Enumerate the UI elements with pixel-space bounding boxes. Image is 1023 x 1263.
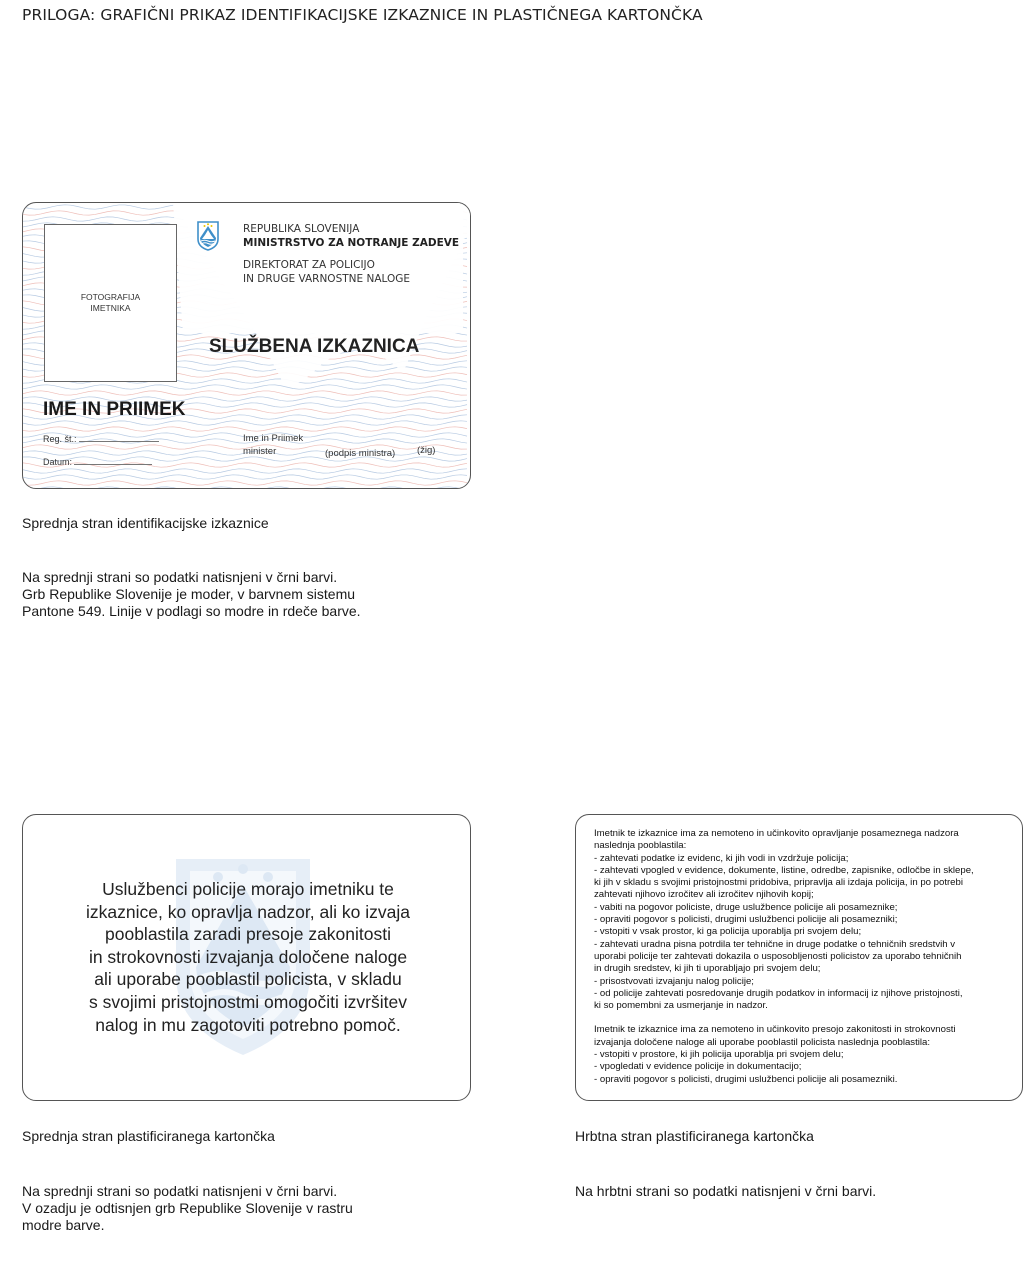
minister-name: Ime in Priimek: [243, 433, 304, 444]
back-list-item: in drugih sredstev, ki jih ti uporabljajo pri svojem delu;: [594, 963, 821, 975]
front-text-line: nalog in mu zagotoviti potrebno pomoč.: [95, 1014, 401, 1035]
back-intro-line: naslednja pooblastila:: [594, 840, 687, 852]
laminated-front-description: [22, 1183, 353, 1234]
guilloche-line: [23, 391, 467, 395]
stamp-label: (žig): [417, 445, 436, 456]
reg-number-label: Reg. št.:: [43, 434, 77, 444]
guilloche-line: [23, 475, 467, 479]
lam-front-desc-line-3: modre barve.: [22, 1217, 105, 1233]
back-list-item: ki so pomembni za usmerjanje in nadzor.: [594, 1000, 768, 1012]
laminated-card-back: [575, 814, 1023, 1101]
reg-number-field: [43, 434, 159, 444]
back-list-item: - od policije zahtevati posredovanje drugih podatkov in informacij iz njihove pristojnosti,: [594, 987, 963, 999]
org-line-1: REPUBLIKA SLOVENIJA: [243, 223, 360, 235]
id-card-front: [22, 202, 471, 489]
back-list-item: - vstopiti v prostore, ki jih policija uporablja pri svojem delu;: [594, 1049, 844, 1061]
guilloche-line: [23, 469, 467, 473]
id-front-description: [22, 569, 361, 620]
back-list-item: - prisostvovati izvajanju nalog policije;: [594, 975, 754, 987]
back-list-item: uporabi policije ter zahtevati dokazila o usposobljenosti policistov za uporabo tehničnih: [594, 950, 962, 962]
back-list-item: - zahtevati uradna pisna potrdila ter tehnične in druge podatke o tehničnih sredstvih v: [594, 938, 956, 950]
laminated-front-caption: Sprednja stran plastificiranega kartončka: [22, 1128, 275, 1144]
back-list-item: - zahtevati vpogled v evidence, dokumente, listine, odredbe, zapisnike, odločbe in sklepe,: [594, 864, 974, 876]
laminated-front-text: [53, 878, 443, 1036]
back-list-item: - opraviti pogovor s policisti, drugimi uslužbenci policije ali posamezniki;: [594, 914, 898, 926]
org-line-2: MINISTRSTVO ZA NOTRANJE ZADEVE: [243, 237, 460, 249]
guilloche-line: [23, 421, 467, 425]
front-text-line: in strokovnosti izvajanja določene naloge: [88, 946, 408, 967]
guilloche-line: [23, 385, 467, 389]
back-intro-line: Imetnik te izkaznice ima za nemoteno in učinkovito opravljanje posameznega nadzora: [594, 828, 959, 839]
guilloche-line: [23, 487, 467, 489]
back-intro-line: Imetnik te izkaznice ima za nemoteno in učinkovito presojo zakonitosti in strokovnosti: [594, 1024, 956, 1036]
front-text-line: pooblastila zaradi presoje zakonitosti: [105, 924, 391, 945]
coat-of-arms-icon: [197, 221, 219, 251]
front-text-line: s svojimi pristojnostmi omogočiti izvršitev: [89, 991, 407, 1012]
back-list-item: zahtevati njihovo izročitev ali izročitev njihovih kopij;: [594, 889, 814, 901]
back-list-item: - vstopiti v vsak prostor, ki ga policija uporablja pri svojem delu;: [594, 926, 862, 938]
org-line-3: DIREKTORAT ZA POLICIJO: [243, 259, 375, 271]
minister-block: [243, 432, 303, 458]
minister-role: minister: [243, 446, 277, 457]
lam-front-desc-line-1: Na sprednji strani so podatki natisnjeni v črni barvi.: [22, 1183, 338, 1199]
issuing-authority: [243, 222, 459, 286]
laminated-back-description: Na hrbtni strani so podatki natisnjeni v črni barvi.: [575, 1183, 877, 1199]
card-title: SLUŽBENA IZKAZNICA: [209, 336, 420, 357]
signature-label: (podpis ministra): [325, 448, 396, 459]
lam-front-desc-line-2: V ozadju je odtisnjen grb Republike Slovenije v rastru: [22, 1200, 353, 1216]
front-text-line: Uslužbenci policije morajo imetniku te: [102, 879, 394, 899]
date-field: [43, 457, 152, 467]
front-text-line: ali uporabe pooblastil policista, v skladu: [94, 969, 402, 990]
back-list-item: ki jih v skladu s svojimi pristojnostmi pridobiva, pripravlja ali izdaja policija, in po potrebi: [594, 877, 963, 889]
page-title: PRILOGA: GRAFIČNI PRIKAZ IDENTIFIKACIJSKE IZKAZNICE IN PLASTIČNEGA KARTONČKA: [22, 6, 703, 24]
id-front-caption: Sprednja stran identifikacijske izkaznice: [22, 515, 269, 531]
laminated-back-caption: Hrbtna stran plastificiranega kartončka: [575, 1128, 814, 1144]
laminated-card-front: [22, 814, 471, 1101]
org-line-4: IN DRUGE VARNOSTNE NALOGE: [243, 273, 411, 285]
id-desc-line-2: Grb Republike Slovenije je moder, v barvnem sistemu: [22, 586, 356, 602]
guilloche-line: [23, 481, 467, 485]
back-list-item: - vabiti na pogovor policiste, druge uslužbence policije ali posameznike;: [594, 901, 898, 913]
date-label: Datum:: [43, 457, 73, 467]
id-desc-line-1: Na sprednji strani so podatki natisnjeni v črni barvi.: [22, 569, 338, 585]
laminated-back-text: [594, 828, 1014, 1086]
photo-label-line-2: IMETNIKA: [90, 303, 131, 313]
photo-label-line-1: FOTOGRAFIJA: [80, 292, 141, 302]
back-list-item: - zahtevati podatke iz evidenc, ki jih vodi in vzdržuje policija;: [594, 852, 849, 864]
back-intro-line: izvajanja določene naloge ali uporabe pooblastil policista naslednja pooblastila:: [594, 1036, 931, 1048]
photo-placeholder: [44, 224, 177, 382]
id-desc-line-3: Pantone 549. Linije v podlagi so modre in rdeče barve.: [22, 603, 361, 619]
guilloche-line: [23, 427, 467, 431]
back-list-item: - vpogledati v evidence policije in dokumentacijo;: [594, 1061, 802, 1073]
holder-name: IME IN PRIIMEK: [43, 399, 186, 420]
back-list-item: - opraviti pogovor s policisti, drugimi uslužbenci policije ali posamezniki.: [594, 1073, 898, 1085]
front-text-line: izkaznice, ko opravlja nadzor, ali ko izvaja: [86, 901, 410, 922]
